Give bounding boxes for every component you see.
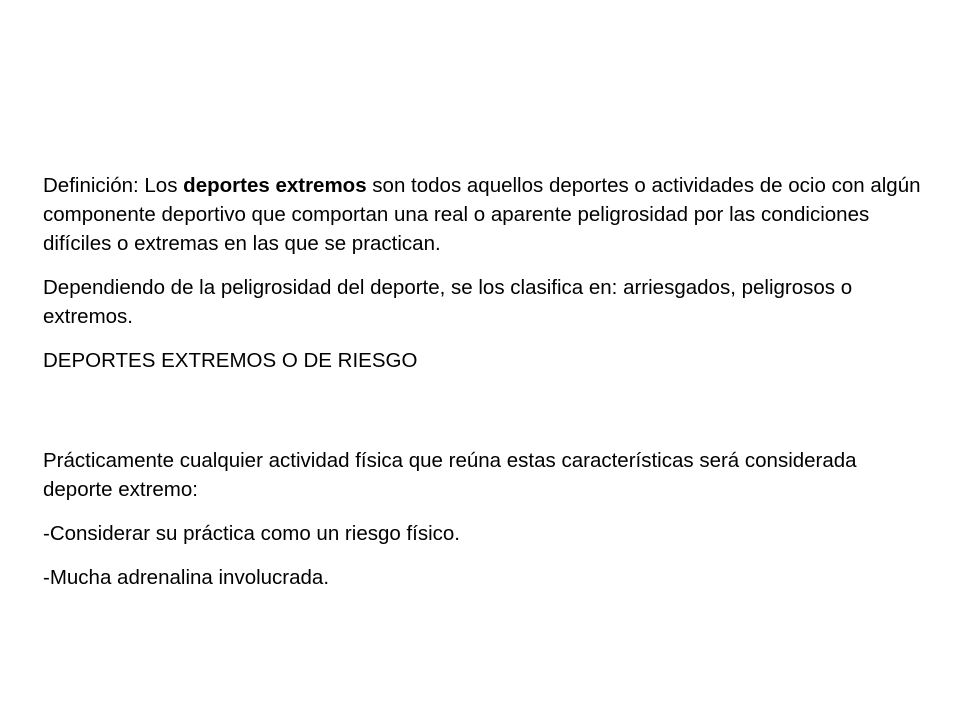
definition-term: deportes extremos [183,174,367,197]
list-item-adrenaline: -Mucha adrenalina involucrada. [43,566,330,589]
definition-text: son todos aquellos deportes o actividades de ocio con algún componente deportivo que comportan una real o aparente peligrosidad por las condiciones difíciles o extremas en las que se practican. [43,174,921,255]
list-item-risk: -Considerar su práctica como un riesgo físico. [43,522,461,545]
slide-body [43,171,923,592]
section-heading: DEPORTES EXTREMOS O DE RIESGO [43,349,418,372]
definition-prefix: Definición: Los [43,174,184,197]
classification-paragraph: Dependiendo de la peligrosidad del deporte, se los clasifica en: arriesgados, peligrosos o extremos. [43,276,853,328]
intro-paragraph: Prácticamente cualquier actividad física que reúna estas características será considerada deporte extremo: [43,449,857,501]
definition-paragraph [43,171,923,258]
